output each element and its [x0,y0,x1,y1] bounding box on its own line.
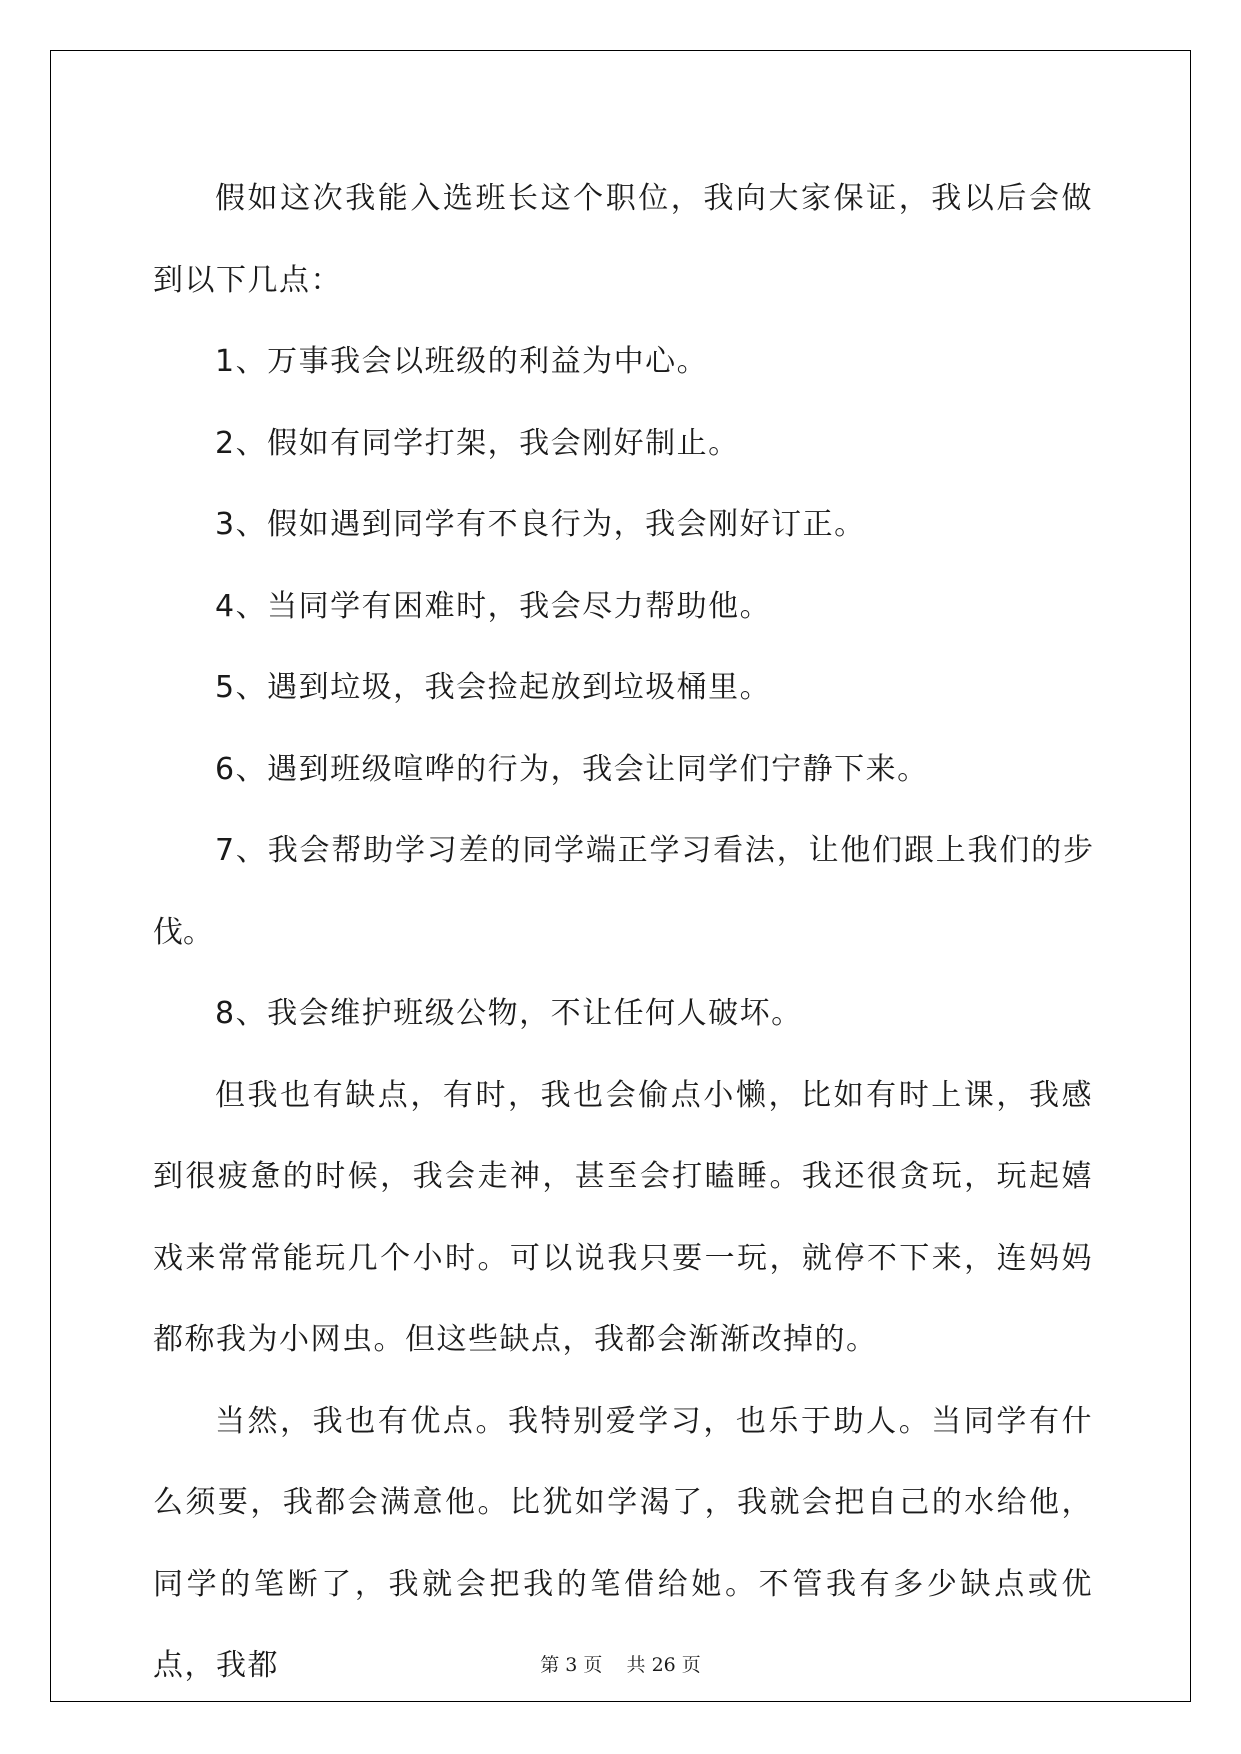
list-item-6: 6、遇到班级喧哗的行为，我会让同学们宁静下来。 [215,751,929,787]
page-total: 共 26 页 [626,1654,701,1676]
list-item-3: 3、假如遇到同学有不良行为，我会刚好订正。 [215,507,866,542]
list-item-5: 5、遇到垃圾，我会捡起放到垃圾桶里。 [215,670,772,705]
page-number: 第 3 页 [540,1654,603,1676]
list-item-8: 8、我会维护班级公物，不让任何人破坏。 [215,996,803,1031]
list-item-1: 1、万事我会以班级的利益为中心。 [215,344,709,379]
list-item-2: 2、假如有同学打架，我会刚好制止。 [215,425,740,461]
paragraph-intro: 假如这次我能入选班长这个职位，我向大家保证，我以后会做到以下几点： [153,181,1093,298]
paragraph-strengths: 当然，我也有优点。我特别爱学习，也乐于助人。当同学有什么须要，我都会满意他。比犹如学渴了，我就会把自己的水给他，同学的笔断了，我就会把我的笔借给她。不管我有多少缺点或优点，我都 [153,1403,1093,1683]
list-item-4: 4、当同学有困难时，我会尽力帮助他。 [215,588,772,624]
document-body [153,158,1093,1707]
list-item-7: 7、我会帮助学习差的同学端正学习看法，让他们跟上我们的步伐。 [153,833,1093,950]
paragraph-shortcomings: 但我也有缺点，有时，我也会偷点小懒，比如有时上课，我感到很疲惫的时候，我会走神，甚至会打瞌睡。我还很贪玩，玩起嬉戏来常常能玩几个小时。可以说我只要一玩，就停不下来，连妈妈都称我为小网虫。但这些缺点，我都会渐渐改掉的。 [153,1077,1093,1357]
page-footer [0,1650,1241,1677]
